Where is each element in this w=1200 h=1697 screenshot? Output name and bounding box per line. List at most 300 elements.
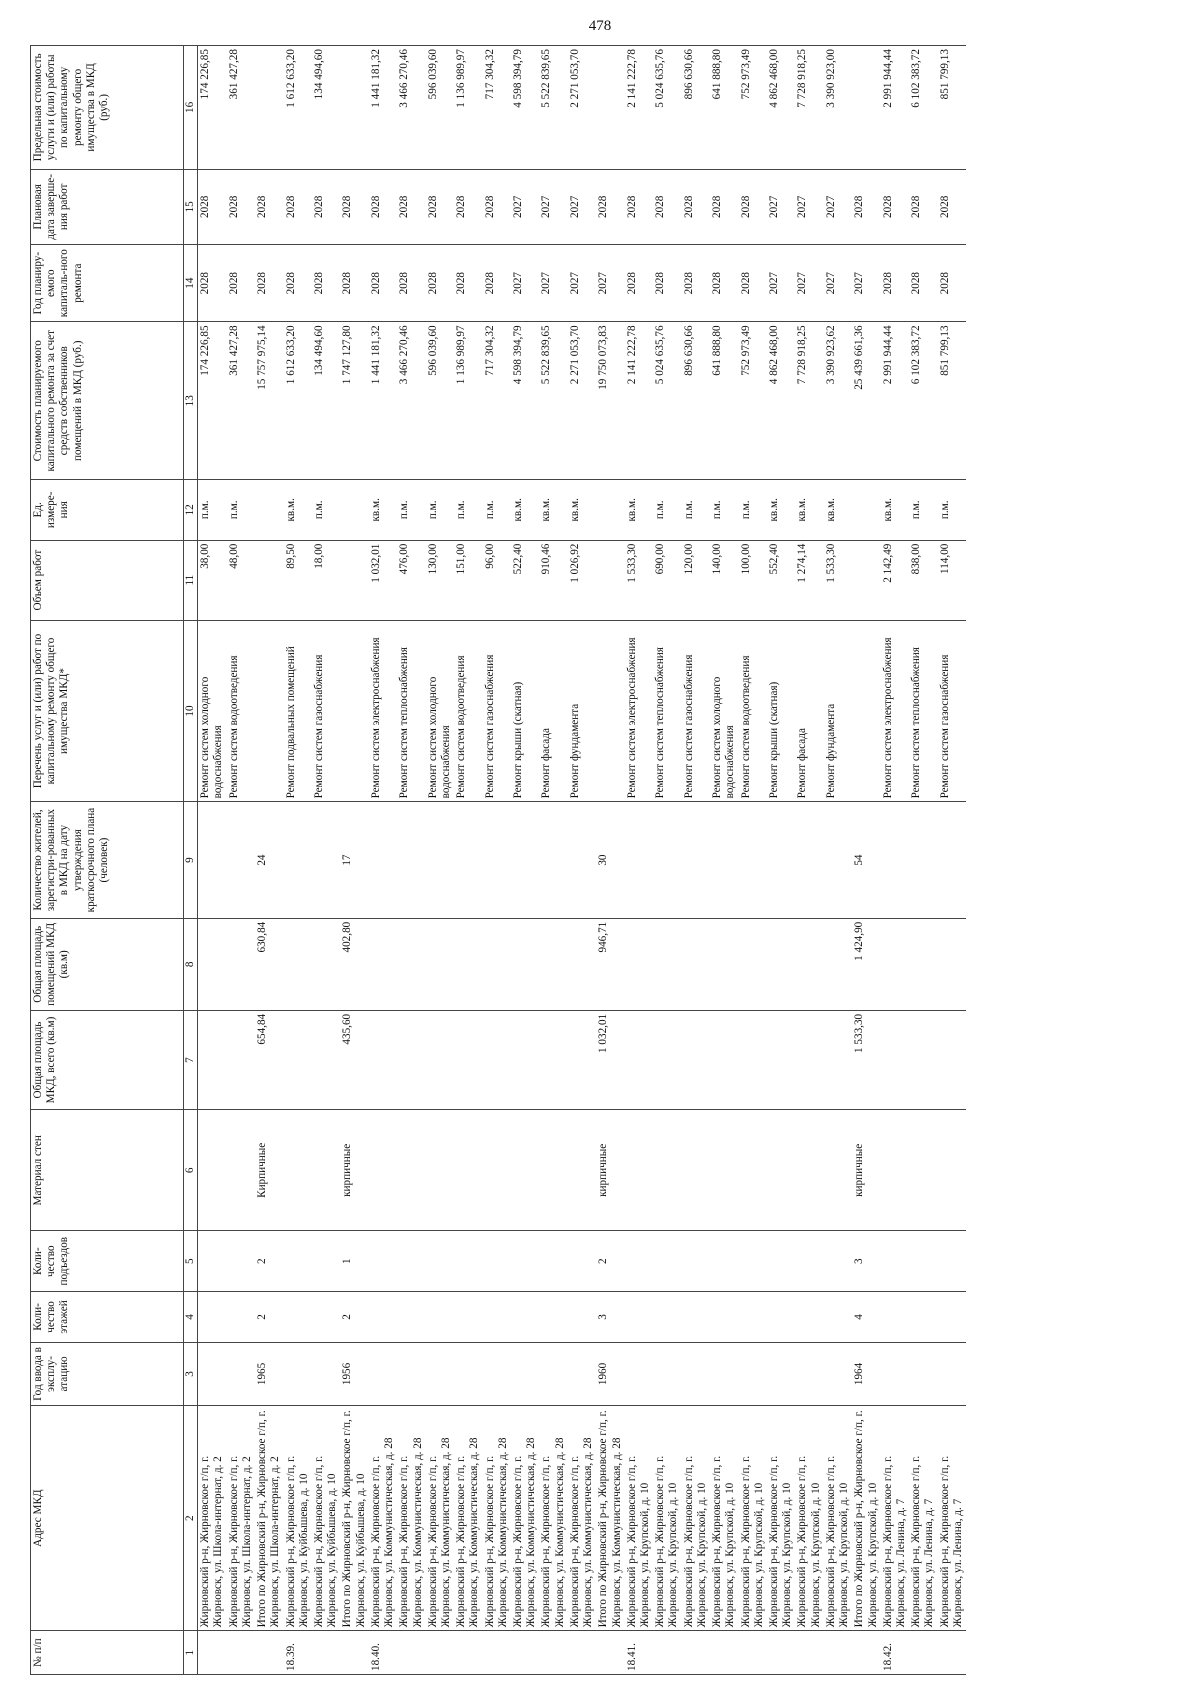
- table-cell: Итого по Жирновский р-н, Жирновское г/п, г. Жирновск, ул. Коммунистическая, д. 28: [596, 1405, 624, 1630]
- table-cell: 2028: [284, 169, 312, 244]
- table-cell: 1 441 181,32: [369, 46, 397, 170]
- table-cell: 896 630,66: [682, 46, 710, 170]
- table-cell: 2028: [454, 169, 482, 244]
- table-cell: кв.м.: [824, 480, 852, 541]
- table-cell: Кирпичные: [255, 1110, 283, 1231]
- column-header: Перечень услуг и (или) работ по капитальному ремонту общего имущества МКД*: [31, 620, 184, 802]
- table-cell: [340, 540, 368, 620]
- table-cell: 2028: [483, 169, 511, 244]
- table-row: [340, 46, 368, 1675]
- table-cell: 2028: [255, 169, 283, 244]
- table-cell: [739, 1631, 767, 1675]
- table-row: [881, 46, 909, 1675]
- table-cell: [454, 802, 482, 918]
- table-cell: 4 598 394,79: [511, 322, 539, 480]
- table-cell: [312, 1292, 340, 1343]
- table-cell: [483, 1231, 511, 1292]
- table-cell: [824, 802, 852, 918]
- table-cell: 134 494,60: [312, 46, 340, 170]
- table-cell: Ремонт систем теплоснабжения: [653, 620, 681, 802]
- table-cell: [795, 1010, 823, 1109]
- table-cell: [227, 802, 255, 918]
- table-cell: 2028: [340, 244, 368, 322]
- column-header: Количество жителей, зарегистри-рованных в МКД на дату утверждения краткосрочного плана (человек): [31, 802, 184, 918]
- table-cell: 2028: [596, 169, 624, 244]
- table-cell: [682, 918, 710, 1010]
- table-cell: [198, 1292, 227, 1343]
- table-cell: 2028: [682, 244, 710, 322]
- table-cell: 690,00: [653, 540, 681, 620]
- table-row: [710, 46, 738, 1675]
- table-cell: [625, 1010, 653, 1109]
- table-cell: [767, 1292, 795, 1343]
- table-cell: [426, 1631, 454, 1675]
- table-cell: 2: [255, 1231, 283, 1292]
- table-cell: 2027: [767, 169, 795, 244]
- column-header: Год ввода в эксплу-атацию: [31, 1342, 184, 1405]
- table-cell: [198, 802, 227, 918]
- table-cell: [682, 1631, 710, 1675]
- table-cell: Жирновский р-н, Жирновское г/п, г. Жирновск, ул. Крупской, д. 10: [795, 1405, 823, 1630]
- table-cell: [255, 540, 283, 620]
- table-cell: 752 973,49: [739, 322, 767, 480]
- table-cell: [340, 46, 368, 170]
- table-cell: 3: [596, 1292, 624, 1343]
- table-cell: 2027: [568, 244, 596, 322]
- table-cell: [795, 1110, 823, 1231]
- table-cell: [881, 918, 909, 1010]
- table-cell: 151,00: [454, 540, 482, 620]
- table-cell: 2: [340, 1292, 368, 1343]
- table-cell: 2028: [881, 244, 909, 322]
- table-cell: [483, 918, 511, 1010]
- table-cell: 717 304,32: [483, 322, 511, 480]
- table-cell: п.м.: [227, 480, 255, 541]
- table-cell: [824, 1342, 852, 1405]
- column-number: 14: [184, 244, 198, 322]
- table-cell: [539, 1631, 567, 1675]
- table-cell: п.м.: [397, 480, 425, 541]
- table-cell: [426, 1010, 454, 1109]
- table-cell: [397, 1231, 425, 1292]
- table-cell: Ремонт систем водоотведения: [454, 620, 482, 802]
- table-cell: [454, 1631, 482, 1675]
- table-cell: 2028: [625, 244, 653, 322]
- table-cell: [710, 1631, 738, 1675]
- table-cell: [938, 1231, 966, 1292]
- table-cell: 2028: [227, 244, 255, 322]
- table-cell: 2028: [227, 169, 255, 244]
- column-header: Предельная стоимость услуги и (или) работы по капитальному ремонту общего имущества в МКД (руб.): [31, 46, 184, 170]
- table-cell: [397, 1631, 425, 1675]
- table-cell: [625, 918, 653, 1010]
- table-cell: [483, 1110, 511, 1231]
- column-header: Плановая дата заверше-ния работ: [31, 169, 184, 244]
- table-cell: 596 039,60: [426, 46, 454, 170]
- table-cell: [227, 1342, 255, 1405]
- table-cell: п.м.: [483, 480, 511, 541]
- table-cell: [568, 1231, 596, 1292]
- table-cell: [312, 1010, 340, 1109]
- table-cell: [653, 1010, 681, 1109]
- table-row: [227, 46, 255, 1675]
- table-cell: [227, 918, 255, 1010]
- table-cell: [198, 1631, 227, 1675]
- table-cell: 3 466 270,46: [397, 46, 425, 170]
- column-number: 10: [184, 620, 198, 802]
- table-cell: Ремонт фундамента: [824, 620, 852, 802]
- table-cell: [198, 1231, 227, 1292]
- table-cell: [824, 1110, 852, 1231]
- table-cell: 2027: [511, 244, 539, 322]
- column-number: 6: [184, 1110, 198, 1231]
- table-cell: 1965: [255, 1342, 283, 1405]
- table-cell: Ремонт систем газоснабжения: [938, 620, 966, 802]
- table-cell: [710, 1342, 738, 1405]
- table-cell: Жирновский р-н, Жирновское г/п, г. Жирновск, ул. Школа-интернат, д. 2: [227, 1405, 255, 1630]
- table-cell: Жирновский р-н, Жирновское г/п, г. Жирновск, ул. Коммунистическая, д. 28: [369, 1405, 397, 1630]
- table-cell: 4 598 394,79: [511, 46, 539, 170]
- table-cell: 3 390 923,62: [824, 322, 852, 480]
- column-header: Адрес МКД: [31, 1405, 184, 1630]
- table-cell: 2: [596, 1231, 624, 1292]
- table-row: [596, 46, 624, 1675]
- table-cell: [795, 918, 823, 1010]
- table-cell: [426, 1292, 454, 1343]
- table-cell: 130,00: [426, 540, 454, 620]
- table-cell: 2027: [596, 244, 624, 322]
- column-header: Коли-чество подъездов: [31, 1231, 184, 1292]
- table-cell: 1960: [596, 1342, 624, 1405]
- table-cell: 2 991 944,44: [881, 46, 909, 170]
- table-cell: 1 026,92: [568, 540, 596, 620]
- table-cell: п.м.: [312, 480, 340, 541]
- table-cell: 641 888,80: [710, 322, 738, 480]
- table-cell: 2027: [824, 244, 852, 322]
- table-cell: [653, 1110, 681, 1231]
- table-row: [284, 46, 312, 1675]
- column-number: 12: [184, 480, 198, 541]
- table-cell: 2028: [198, 244, 227, 322]
- table-cell: 2028: [852, 169, 880, 244]
- table-row: [539, 46, 567, 1675]
- table-cell: Жирновский р-н, Жирновское г/п, г. Жирновск, ул. Крупской, д. 10: [739, 1405, 767, 1630]
- table-cell: 2028: [198, 169, 227, 244]
- table-cell: [454, 1342, 482, 1405]
- column-header: Ед. измере-ния: [31, 480, 184, 541]
- table-cell: 38,00: [198, 540, 227, 620]
- table-cell: 361 427,28: [227, 46, 255, 170]
- table-cell: Ремонт фасада: [795, 620, 823, 802]
- table-cell: 5 024 635,76: [653, 322, 681, 480]
- table-cell: кв.м.: [284, 480, 312, 541]
- table-cell: [397, 1010, 425, 1109]
- table-cell: [795, 1342, 823, 1405]
- table-cell: [881, 802, 909, 918]
- table-cell: [397, 918, 425, 1010]
- table-cell: [938, 1631, 966, 1675]
- table-body: [198, 46, 966, 1675]
- table-cell: [568, 918, 596, 1010]
- table-cell: [653, 1631, 681, 1675]
- table-cell: [511, 918, 539, 1010]
- table-cell: [739, 1110, 767, 1231]
- table-cell: 1 136 989,97: [454, 46, 482, 170]
- table-cell: Ремонт систем холодного водоснабжения: [198, 620, 227, 802]
- table-cell: п.м.: [653, 480, 681, 541]
- table-cell: [539, 1231, 567, 1292]
- table-cell: [284, 918, 312, 1010]
- table-cell: [682, 1342, 710, 1405]
- table-cell: [795, 1231, 823, 1292]
- table-cell: Жирновский р-н, Жирновское г/п, г. Жирновск, ул. Коммунистическая, д. 28: [568, 1405, 596, 1630]
- table-cell: 3 390 923,00: [824, 46, 852, 170]
- table-cell: 630,84: [255, 918, 283, 1010]
- table-cell: [312, 918, 340, 1010]
- table-cell: [198, 1342, 227, 1405]
- table-cell: 120,00: [682, 540, 710, 620]
- table-cell: [710, 1110, 738, 1231]
- table-cell: [596, 620, 624, 802]
- table-cell: [511, 1231, 539, 1292]
- table-cell: [824, 1631, 852, 1675]
- table-cell: 1 424,90: [852, 918, 880, 1010]
- table-cell: [312, 1231, 340, 1292]
- table-cell: 596 039,60: [426, 322, 454, 480]
- table-cell: 2028: [397, 244, 425, 322]
- table-cell: Жирновский р-н, Жирновское г/п, г. Жирновск, ул. Крупской, д. 10: [653, 1405, 681, 1630]
- table-cell: [682, 1231, 710, 1292]
- table-row: [682, 46, 710, 1675]
- table-cell: [852, 540, 880, 620]
- table-cell: [852, 620, 880, 802]
- table-cell: Итого по Жирновский р-н, Жирновское г/п, г. Жирновск, ул. Школа-интернат, д. 2: [255, 1405, 283, 1630]
- table-row: [795, 46, 823, 1675]
- table-cell: Ремонт систем теплоснабжения: [397, 620, 425, 802]
- table-cell: 838,00: [909, 540, 937, 620]
- table-cell: 1 441 181,32: [369, 322, 397, 480]
- table-cell: [909, 1110, 937, 1231]
- table-cell: Жирновский р-н, Жирновское г/п, г. Жирновск, ул. Ленина, д. 7: [938, 1405, 966, 1630]
- table-cell: [710, 918, 738, 1010]
- table-cell: 851 799,13: [938, 322, 966, 480]
- table-cell: 96,00: [483, 540, 511, 620]
- table-cell: [767, 1010, 795, 1109]
- table-cell: [483, 1631, 511, 1675]
- table-cell: [255, 480, 283, 541]
- table-cell: 100,00: [739, 540, 767, 620]
- table-cell: [767, 918, 795, 1010]
- table-cell: 2028: [284, 244, 312, 322]
- table-cell: [739, 918, 767, 1010]
- table-cell: [938, 1292, 966, 1343]
- column-header: Объем работ: [31, 540, 184, 620]
- table-cell: Жирновский р-н, Жирновское г/п, г. Жирновск, ул. Коммунистическая, д. 28: [483, 1405, 511, 1630]
- table-cell: 2028: [909, 169, 937, 244]
- table-cell: [397, 1110, 425, 1231]
- table-cell: 2028: [369, 169, 397, 244]
- table-cell: [881, 1110, 909, 1231]
- column-number: 9: [184, 802, 198, 918]
- table-cell: [938, 1010, 966, 1109]
- table-cell: [511, 1292, 539, 1343]
- table-cell: [539, 1342, 567, 1405]
- table-cell: [369, 802, 397, 918]
- table-row: [852, 46, 880, 1675]
- table-cell: [739, 1342, 767, 1405]
- table-row: [511, 46, 539, 1675]
- table-cell: [312, 1631, 340, 1675]
- table-cell: [881, 1231, 909, 1292]
- table-cell: [767, 802, 795, 918]
- table-cell: кв.м.: [511, 480, 539, 541]
- table-cell: Жирновский р-н, Жирновское г/п, г. Жирновск, ул. Крупской, д. 10: [824, 1405, 852, 1630]
- table-cell: [454, 1010, 482, 1109]
- table-row: [909, 46, 937, 1675]
- table-cell: [539, 918, 567, 1010]
- table-cell: 1: [340, 1231, 368, 1292]
- table-cell: [284, 1010, 312, 1109]
- table-cell: [596, 540, 624, 620]
- table-cell: [568, 1631, 596, 1675]
- table-row: [653, 46, 681, 1675]
- table-cell: 24: [255, 802, 283, 918]
- table-cell: 2 271 053,70: [568, 322, 596, 480]
- table-cell: [511, 1010, 539, 1109]
- table-cell: [511, 1631, 539, 1675]
- table-cell: 946,71: [596, 918, 624, 1010]
- table-cell: [284, 1342, 312, 1405]
- table-row: [483, 46, 511, 1675]
- table-cell: [255, 1631, 283, 1675]
- table-cell: [682, 802, 710, 918]
- table-cell: [682, 1292, 710, 1343]
- header-row: [31, 46, 184, 1675]
- table-cell: Жирновский р-н, Жирновское г/п, г. Жирновск, ул. Коммунистическая, д. 28: [511, 1405, 539, 1630]
- column-header: Общая площадь МКД, всего (кв.м): [31, 1010, 184, 1109]
- table-cell: 752 973,49: [739, 46, 767, 170]
- table-cell: 1956: [340, 1342, 368, 1405]
- table-cell: Ремонт систем электроснабжения: [881, 620, 909, 802]
- table-cell: 2027: [795, 244, 823, 322]
- table-row: [568, 46, 596, 1675]
- table-cell: [852, 480, 880, 541]
- table-cell: [369, 1010, 397, 1109]
- column-number: 8: [184, 918, 198, 1010]
- table-cell: [596, 1631, 624, 1675]
- table-cell: [938, 1110, 966, 1231]
- table-cell: [596, 46, 624, 170]
- table-row: [255, 46, 283, 1675]
- table-row: [312, 46, 340, 1675]
- table-cell: 2027: [767, 244, 795, 322]
- table-cell: кирпичные: [596, 1110, 624, 1231]
- table-cell: [369, 1110, 397, 1231]
- table-cell: [227, 1110, 255, 1231]
- table-cell: [739, 1231, 767, 1292]
- table-cell: [454, 1110, 482, 1231]
- table-cell: 6 102 383,72: [909, 46, 937, 170]
- table-cell: п.м.: [426, 480, 454, 541]
- table-cell: [312, 802, 340, 918]
- table-cell: 5 522 839,65: [539, 322, 567, 480]
- table-cell: [568, 1342, 596, 1405]
- table-cell: Жирновский р-н, Жирновское г/п, г. Жирновск, ул. Крупской, д. 10: [625, 1405, 653, 1630]
- table-cell: Ремонт систем водоотведения: [227, 620, 255, 802]
- table-cell: 5 024 635,76: [653, 46, 681, 170]
- table-cell: 2028: [710, 169, 738, 244]
- table-cell: Ремонт систем водоотведения: [739, 620, 767, 802]
- table-cell: 2027: [795, 169, 823, 244]
- table-cell: 25 439 661,36: [852, 322, 880, 480]
- table-cell: [653, 1342, 681, 1405]
- table-cell: 522,40: [511, 540, 539, 620]
- table-cell: [397, 1342, 425, 1405]
- table-cell: 2028: [312, 244, 340, 322]
- column-number: 11: [184, 540, 198, 620]
- table-cell: [625, 1342, 653, 1405]
- table-cell: 2028: [625, 169, 653, 244]
- table-row: [426, 46, 454, 1675]
- table-cell: 2028: [340, 169, 368, 244]
- table-cell: [511, 802, 539, 918]
- table-cell: [824, 1010, 852, 1109]
- table-cell: 3 466 270,46: [397, 322, 425, 480]
- table-cell: [909, 918, 937, 1010]
- table-cell: 552,40: [767, 540, 795, 620]
- table-cell: [682, 1010, 710, 1109]
- table-cell: п.м.: [710, 480, 738, 541]
- column-header: Стоимость планируемого капитального ремонта за счет средств собственников помещений в МКД (руб.): [31, 322, 184, 480]
- table-row: [938, 46, 966, 1675]
- table-cell: [369, 1292, 397, 1343]
- table-cell: кирпичные: [340, 1110, 368, 1231]
- table-cell: 2027: [852, 244, 880, 322]
- table-cell: [255, 46, 283, 170]
- table-cell: 2028: [682, 169, 710, 244]
- table-cell: [767, 1631, 795, 1675]
- table-cell: п.м.: [909, 480, 937, 541]
- table-cell: Ремонт систем газоснабжения: [483, 620, 511, 802]
- table-cell: [227, 1631, 255, 1675]
- table-cell: 2 141 222,78: [625, 46, 653, 170]
- table-row: [198, 46, 227, 1675]
- table-cell: [454, 1231, 482, 1292]
- table-cell: 435,60: [340, 1010, 368, 1109]
- table-cell: Жирновский р-н, Жирновское г/п, г. Жирновск, ул. Крупской, д. 10: [710, 1405, 738, 1630]
- table-cell: Ремонт фундамента: [568, 620, 596, 802]
- table-cell: [568, 1110, 596, 1231]
- table-cell: [284, 1110, 312, 1231]
- table-cell: Ремонт систем холодного водоснабжения: [426, 620, 454, 802]
- table-cell: [511, 1110, 539, 1231]
- table-cell: 1 533,30: [852, 1010, 880, 1109]
- table-row: [824, 46, 852, 1675]
- table-cell: 4 862 468,00: [767, 46, 795, 170]
- table-cell: Ремонт систем электроснабжения: [369, 620, 397, 802]
- table-cell: кв.м.: [568, 480, 596, 541]
- table-cell: [227, 1292, 255, 1343]
- table-cell: [511, 1342, 539, 1405]
- table-cell: [369, 918, 397, 1010]
- column-number-row: [184, 46, 198, 1675]
- table-cell: [881, 1292, 909, 1343]
- table-cell: 641 888,80: [710, 46, 738, 170]
- column-number: 3: [184, 1342, 198, 1405]
- table-cell: 2028: [938, 169, 966, 244]
- table-cell: [881, 1010, 909, 1109]
- table-cell: [284, 1231, 312, 1292]
